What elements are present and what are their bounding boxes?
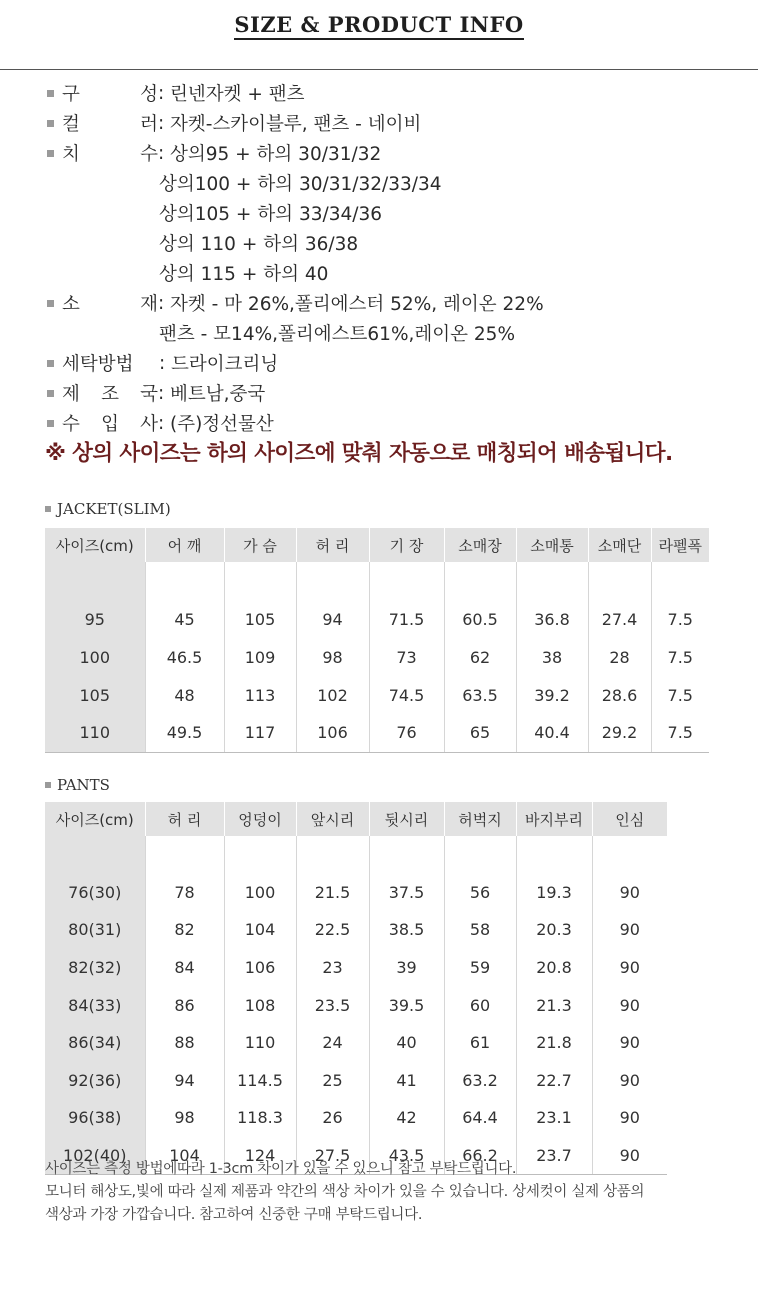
table-row — [45, 911, 667, 949]
value-cell: 102 — [296, 676, 369, 714]
size-cell: 105 — [45, 676, 145, 714]
table-row — [45, 986, 667, 1024]
bullet-icon — [45, 782, 51, 788]
info-size-line — [47, 258, 747, 288]
footer-note: 색상과 가장 가깝습니다. 참고하여 신중한 구매 부탁드립니다. — [45, 1207, 423, 1223]
value-cell: 104 — [224, 911, 296, 949]
value-cell: 23.5 — [296, 986, 369, 1024]
pants-section-title: PANTS — [45, 776, 110, 794]
info-size-line — [47, 228, 747, 258]
value-cell: 98 — [296, 638, 369, 676]
size-cell: 102(40) — [45, 1137, 145, 1175]
value-cell: 73 — [369, 638, 444, 676]
value-cell: 104 — [145, 1137, 224, 1175]
value-cell: 38.5 — [369, 911, 444, 949]
info-colon: : — [158, 412, 165, 434]
value-cell: 48 — [145, 676, 224, 714]
info-label: 세탁방법 — [62, 354, 134, 375]
spacer-cell — [296, 562, 369, 600]
info-label: 제 조 국 — [62, 384, 158, 405]
value-cell: 106 — [224, 949, 296, 987]
value-cell: 118.3 — [224, 1099, 296, 1137]
info-value: 상의95 + 하의 30/31/32 — [170, 144, 382, 165]
value-cell: 22.5 — [296, 911, 369, 949]
value-cell: 23 — [296, 949, 369, 987]
spacer-cell — [145, 562, 224, 600]
info-colon: : — [158, 82, 165, 104]
info-size-line — [47, 198, 747, 228]
pants-header-cell: 앞시리 — [296, 802, 369, 836]
value-cell: 19.3 — [516, 874, 592, 912]
spacer-cell — [224, 562, 296, 600]
value-cell: 56 — [444, 874, 516, 912]
spacer-cell — [369, 836, 444, 874]
spacer-cell — [592, 836, 667, 874]
value-cell: 46.5 — [145, 638, 224, 676]
table-row — [45, 676, 709, 714]
jacket-header-cell: 가 슴 — [224, 528, 296, 562]
value-cell: 105 — [224, 600, 296, 638]
spacer-cell — [45, 562, 145, 600]
value-cell: 38 — [516, 638, 588, 676]
size-cell: 96(38) — [45, 1099, 145, 1137]
shipping-notice: ※ 상의 사이즈는 하의 사이즈에 맞춰 자동으로 매칭되어 배송됩니다. — [45, 441, 673, 466]
value-cell: 90 — [619, 958, 640, 978]
value-cell: 94 — [145, 1062, 224, 1100]
value-cell: 61 — [444, 1024, 516, 1062]
value-cell: 21.8 — [516, 1024, 592, 1062]
value-cell: 49.5 — [145, 714, 224, 752]
table-spacer — [45, 836, 667, 874]
value-cell: 76 — [369, 714, 444, 752]
value-cell: 98 — [145, 1099, 224, 1137]
value-cell: 26 — [296, 1099, 369, 1137]
size-cell: 110 — [45, 714, 145, 752]
footer-note: 모니터 해상도,빛에 따라 실제 제품과 약간의 색상 차이가 있을 수 있습니다. 상세컷이 실제 상품의 — [45, 1184, 645, 1200]
value-cell: 82 — [145, 911, 224, 949]
value-cell: 59 — [444, 949, 516, 987]
size-cell: 82(32) — [45, 949, 145, 987]
jacket-header-cell: 기 장 — [369, 528, 444, 562]
spacer-cell — [444, 836, 516, 874]
size-cell: 76(30) — [45, 874, 145, 912]
value-cell: 90 — [619, 920, 640, 940]
value-cell: 90 — [592, 1137, 667, 1175]
bullet-icon — [47, 90, 54, 97]
table-spacer — [45, 562, 709, 600]
value-cell: 60 — [444, 986, 516, 1024]
value-cell: 39.2 — [516, 676, 588, 714]
value-cell: 27.4 — [588, 600, 651, 638]
jacket-header-cell: 소매장 — [444, 528, 516, 562]
info-label: 구 성 — [62, 84, 158, 105]
value-cell: 100 — [224, 874, 296, 912]
jacket-size-table — [45, 528, 709, 753]
value-cell: 90 — [619, 995, 640, 1015]
value-cell: 37.5 — [369, 874, 444, 912]
spacer-cell — [45, 836, 145, 874]
top-divider — [0, 69, 758, 70]
spacer-cell — [516, 562, 588, 600]
value-cell: 110 — [224, 1024, 296, 1062]
value-cell: 90 — [619, 1033, 640, 1053]
value-cell: 63.2 — [444, 1062, 516, 1100]
info-country — [47, 378, 747, 408]
value-cell: 45 — [145, 600, 224, 638]
value-cell: 65 — [444, 714, 516, 752]
info-value: 상의100 + 하의 30/31/32/33/34 — [159, 174, 442, 195]
info-value: 베트남,중국 — [170, 384, 266, 405]
spacer-cell — [369, 562, 444, 600]
pants-header-cell: 허 리 — [145, 802, 224, 836]
pants-size-table — [45, 802, 667, 1175]
value-cell: 25 — [296, 1062, 369, 1100]
info-value: 상의 110 + 하의 36/38 — [159, 234, 359, 255]
value-cell: 21.5 — [296, 874, 369, 912]
value-cell: 36.8 — [516, 600, 588, 638]
table-row — [45, 600, 709, 638]
value-cell: 21.3 — [516, 986, 592, 1024]
info-value: 상의105 + 하의 33/34/36 — [159, 204, 383, 225]
info-colon: : — [158, 112, 165, 134]
info-value: 드라이크리닝 — [171, 354, 279, 375]
value-cell: 20.8 — [516, 949, 592, 987]
info-size — [47, 138, 747, 168]
value-cell: 94 — [296, 600, 369, 638]
pants-header-cell: 바지부리 — [516, 802, 592, 836]
footer-notes — [45, 1158, 644, 1227]
bullet-icon — [45, 506, 51, 512]
value-cell: 43.5 — [369, 1137, 444, 1175]
jacket-header-cell: 허 리 — [296, 528, 369, 562]
value-cell: 88 — [145, 1024, 224, 1062]
value-cell: 39.5 — [369, 986, 444, 1024]
pants-header-cell: 사이즈(cm) — [45, 802, 145, 836]
page-title: SIZE & PRODUCT INFO — [0, 12, 758, 37]
info-colon: : — [159, 352, 166, 374]
jacket-header-cell: 소매통 — [516, 528, 588, 562]
pants-header-cell: 뒷시리 — [369, 802, 444, 836]
value-cell: 40.4 — [516, 714, 588, 752]
info-importer — [47, 408, 747, 438]
pants-header-cell: 인심 — [592, 802, 667, 836]
pants-header-cell: 허벅지 — [444, 802, 516, 836]
jacket-header-cell: 사이즈(cm) — [45, 528, 145, 562]
value-cell: 90 — [619, 1070, 640, 1090]
value-cell: 22.7 — [516, 1062, 592, 1100]
jacket-header-cell: 어 깨 — [145, 528, 224, 562]
size-cell: 92(36) — [45, 1062, 145, 1100]
value-cell: 109 — [224, 638, 296, 676]
table-row — [45, 638, 709, 676]
info-value: 린넨자켓 + 팬츠 — [170, 84, 305, 105]
value-cell: 60.5 — [444, 600, 516, 638]
value-cell: 63.5 — [444, 676, 516, 714]
value-cell: 39 — [369, 949, 444, 987]
value-cell: 62 — [444, 638, 516, 676]
value-cell: 24 — [296, 1024, 369, 1062]
value-cell: 28 — [588, 638, 651, 676]
spacer-cell — [444, 562, 516, 600]
value-cell: 84 — [145, 949, 224, 987]
info-composition — [47, 78, 747, 108]
info-value: 자켓-스카이블루, 팬츠 - 네이비 — [170, 114, 422, 135]
info-washing — [47, 348, 747, 378]
value-cell: 117 — [224, 714, 296, 752]
value-cell: 108 — [224, 986, 296, 1024]
bullet-icon — [47, 420, 54, 427]
spacer-cell — [516, 836, 592, 874]
info-label: 수 입 사 — [62, 414, 158, 435]
value-cell: 27.5 — [296, 1137, 369, 1175]
info-size-line — [47, 168, 747, 198]
info-value: (주)정선물산 — [170, 414, 274, 435]
size-cell: 100 — [45, 638, 145, 676]
value-cell: 40 — [369, 1024, 444, 1062]
size-cell: 80(31) — [45, 911, 145, 949]
value-cell: 113 — [224, 676, 296, 714]
table-row — [45, 874, 667, 912]
value-cell: 7.5 — [667, 609, 693, 629]
value-cell: 20.3 — [516, 911, 592, 949]
value-cell: 106 — [296, 714, 369, 752]
info-colon: : — [158, 142, 165, 164]
value-cell: 114.5 — [224, 1062, 296, 1100]
value-cell: 124 — [224, 1137, 296, 1175]
value-cell: 86 — [145, 986, 224, 1024]
value-cell: 23.1 — [516, 1099, 592, 1137]
value-cell: 29.2 — [588, 714, 651, 752]
info-color — [47, 108, 747, 138]
info-value: 상의 115 + 하의 40 — [159, 264, 329, 285]
bullet-icon — [47, 120, 54, 127]
footer-note: 사이즈는 측정 방법에따라 1-3cm 차이가 있을 수 있으니 참고 부탁드립니다. — [45, 1161, 517, 1177]
value-cell: 74.5 — [369, 676, 444, 714]
spacer-cell — [588, 562, 651, 600]
info-colon: : — [158, 382, 165, 404]
table-row — [45, 1024, 667, 1062]
value-cell: 90 — [619, 882, 640, 902]
size-cell: 84(33) — [45, 986, 145, 1024]
info-label: 컬 러 — [62, 114, 158, 135]
info-colon: : — [158, 292, 165, 314]
pants-header-cell: 엉덩이 — [224, 802, 296, 836]
value-cell: 41 — [369, 1062, 444, 1100]
bullet-icon — [47, 300, 54, 307]
jacket-header-cell: 소매단 — [588, 528, 651, 562]
table-row — [45, 714, 709, 752]
info-value: 팬츠 - 모14%,폴리에스트61%,레이온 25% — [159, 324, 516, 345]
size-cell: 95 — [45, 600, 145, 638]
jacket-section-title: JACKET(SLIM) — [45, 500, 171, 518]
product-info — [47, 78, 747, 438]
info-value: 자켓 - 마 26%,폴리에스터 52%, 레이온 22% — [170, 294, 544, 315]
value-cell: 42 — [369, 1099, 444, 1137]
bullet-icon — [47, 390, 54, 397]
bullet-icon — [47, 150, 54, 157]
value-cell: 28.6 — [588, 676, 651, 714]
info-material-line — [47, 318, 747, 348]
bullet-icon — [47, 360, 54, 367]
value-cell: 66.2 — [444, 1137, 516, 1175]
table-row — [45, 949, 667, 987]
table-row — [45, 1099, 667, 1137]
spacer-cell — [145, 836, 224, 874]
info-material — [47, 288, 747, 318]
value-cell: 58 — [444, 911, 516, 949]
value-cell: 71.5 — [369, 600, 444, 638]
info-label: 치 수 — [62, 144, 158, 165]
size-cell: 86(34) — [45, 1024, 145, 1062]
value-cell: 7.5 — [651, 714, 709, 752]
value-cell: 23.7 — [516, 1137, 592, 1175]
spacer-cell — [651, 562, 709, 600]
info-label: 소 재 — [62, 294, 158, 315]
value-cell: 7.5 — [667, 685, 693, 705]
jacket-header-cell: 라펠폭 — [651, 528, 709, 562]
value-cell: 78 — [145, 874, 224, 912]
spacer-cell — [224, 836, 296, 874]
value-cell: 90 — [619, 1108, 640, 1128]
table-row — [45, 1062, 667, 1100]
spacer-cell — [296, 836, 369, 874]
value-cell: 64.4 — [444, 1099, 516, 1137]
value-cell: 7.5 — [667, 647, 693, 667]
